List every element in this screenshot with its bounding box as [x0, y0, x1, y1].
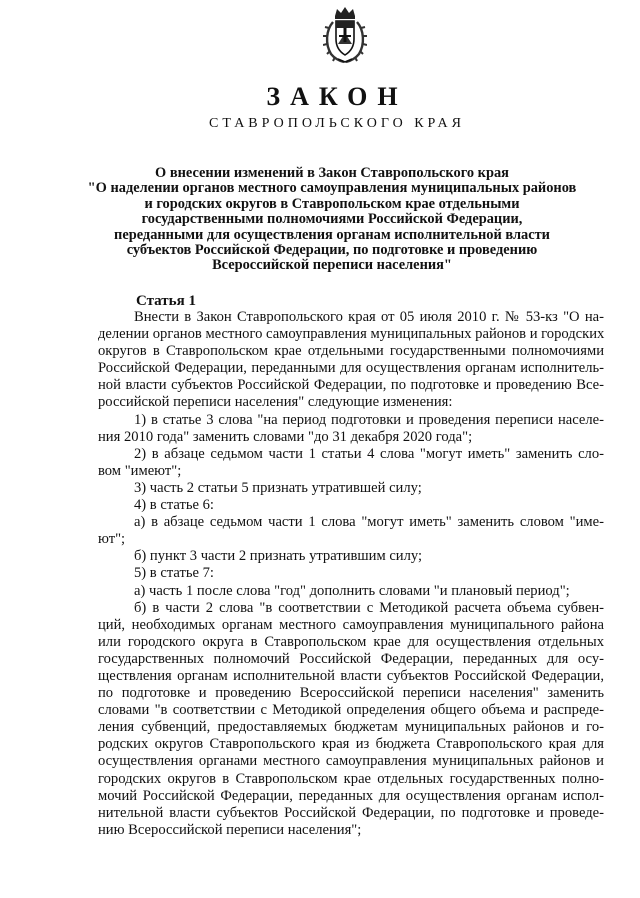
- body-line: словами "в соответствии с Методикой определения общего объема и распреде-: [98, 702, 604, 719]
- article-title: Статья 1: [136, 293, 196, 309]
- body-line: Внести в Закон Ставропольского края от 05 июля 2010 г. № 53-кз "О на-: [134, 309, 604, 325]
- body-line: родских округов Ставропольского края из бюджета Ставропольского края для: [98, 736, 604, 753]
- heading-line: субъектов Российской Федерации, по подготовке и проведению: [126, 242, 538, 259]
- heading-line: Всероссийской переписи населения": [212, 257, 452, 274]
- body-line: или городского округа в Ставропольском крае для осуществления отдельных: [98, 633, 604, 650]
- heading-line: государственными полномочиями Российской Федерации,: [141, 211, 523, 228]
- body-line: вом "имеют";: [98, 462, 182, 479]
- body-line: российской переписи населения" следующие изменения:: [98, 394, 453, 411]
- heading-line: "О наделении органов местного самоуправления муниципальных районов: [87, 180, 577, 197]
- body-line: нительной власти субъектов Российской Федерации, по подготовке и проведе-: [98, 804, 604, 821]
- body-line: б) пункт 3 части 2 признать утратившим силу;: [134, 548, 423, 565]
- heading-line: переданными для осуществления органам исполнительной власти: [114, 226, 550, 243]
- body-line: ществления органам исполнительной власти субъектов Российской Федерации,: [98, 667, 604, 684]
- body-line: 4) в статье 6:: [134, 497, 214, 514]
- article-body: [98, 309, 604, 839]
- body-line: по подготовке и проведению Всероссийской переписи населения" заменить: [98, 685, 604, 702]
- body-line: нию Всероссийской переписи населения";: [98, 821, 362, 838]
- law-subtitle: СТАВРОПОЛЬСКОГО КРАЯ: [209, 116, 465, 131]
- body-line: Российской Федерации, переданными для осуществления органам исполнитель-: [98, 360, 604, 377]
- body-line: делении органов местного самоуправления муниципальных районов и городских: [98, 326, 605, 343]
- heading-line: и городских округов в Ставропольском крае отдельными: [144, 195, 520, 212]
- heading-line: О внесении изменений в Закон Ставропольского края: [155, 165, 509, 181]
- body-line: 1) в статье 3 слова "на период подготовки и проведения переписи населе-: [134, 411, 604, 428]
- body-line: мочий Российской Федерации, переданных для осуществления органам испол-: [98, 787, 604, 804]
- body-line: городских округов в Ставропольском крае отдельных государственных полно-: [98, 770, 604, 787]
- body-line: ния 2010 года" заменить словами "до 31 декабря 2020 года";: [98, 428, 473, 445]
- body-line: а) в абзаце седьмом части 1 слова "могут иметь" заменить словом "име-: [134, 514, 604, 531]
- body-line: округов в Ставропольском крае отдельными государственными полномочиями: [98, 343, 604, 360]
- law-title: ЗАКОН: [266, 82, 408, 111]
- body-line: 3) часть 2 статьи 5 признать утратившей силу;: [134, 479, 422, 496]
- body-line: ют";: [98, 531, 126, 548]
- body-line: б) в части 2 слова "в соответствии с Методикой расчета объема субвен-: [134, 599, 604, 616]
- law-heading: [84, 166, 580, 274]
- body-line: ной власти субъектов Российской Федерации, по подготовке и проведению Все-: [98, 377, 604, 394]
- body-line: ций, необходимых органам местного самоуправления муниципального района: [98, 616, 604, 633]
- body-line: а) часть 1 после слова "год" дополнить словами "и плановый период";: [134, 582, 570, 599]
- stavropol-coat-of-arms-icon: [323, 6, 367, 64]
- body-line: 2) в абзаце седьмом части 1 статьи 4 слова "могут иметь" заменить сло-: [134, 445, 604, 462]
- body-line: осуществления органами местного самоуправления муниципальных районов и: [98, 753, 604, 770]
- body-line: ления субвенций, предоставляемых бюджетам муниципальных районов и го-: [98, 719, 604, 736]
- body-line: государственных полномочий Российской Федерации, переданных для осу-: [98, 650, 604, 667]
- body-line: 5) в статье 7:: [134, 565, 214, 582]
